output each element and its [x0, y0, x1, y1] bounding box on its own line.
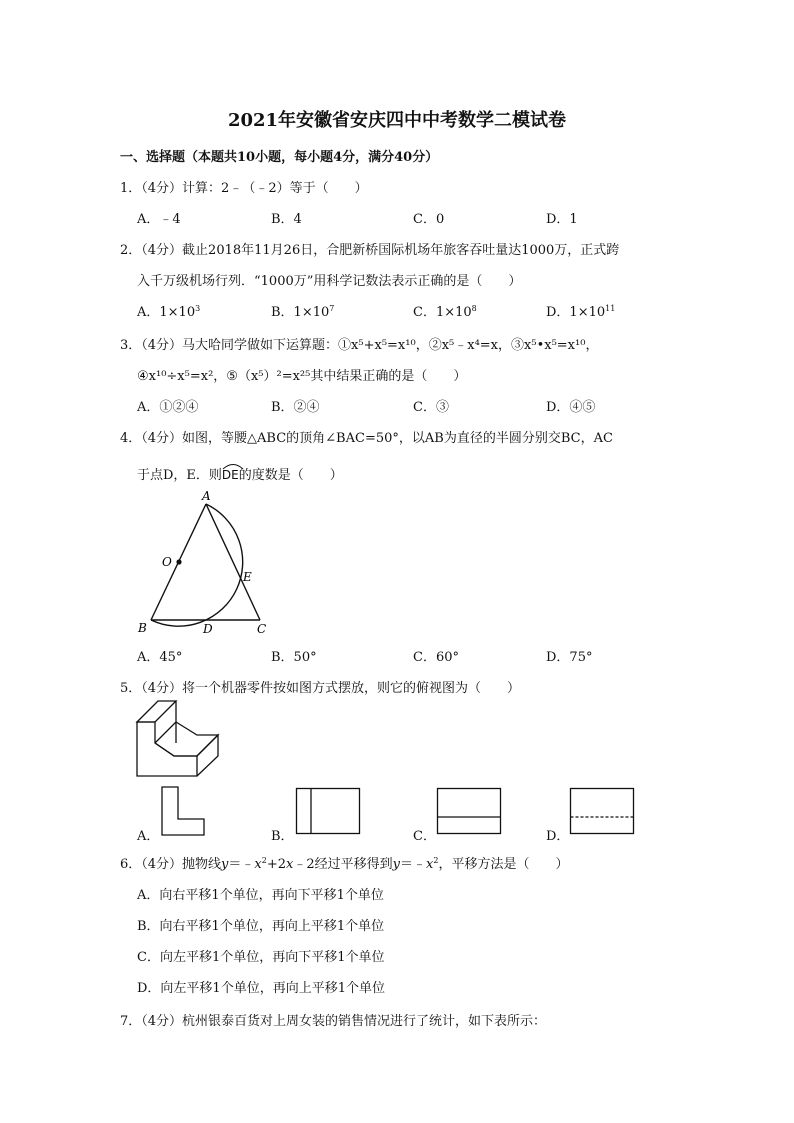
question-7: 7．（4分）杭州银泰百货对上周女装的销售情况进行了统计，如下表所示： — [120, 1014, 547, 1029]
q2-option-a[interactable]: A．$1\times 10^3$ — [137, 304, 201, 320]
q4-option-a[interactable]: A．45° — [137, 650, 183, 665]
q5-option-d[interactable]: D． — [546, 829, 570, 844]
question-3-line-2: ④x¹⁰÷x⁵=x²，⑤（x⁵）²=x²⁵其中结果正确的是（ ） — [137, 369, 467, 384]
page-title: 2021年安徽省安庆四中中考数学二模试卷 — [227, 110, 567, 131]
label-e: E — [243, 570, 252, 584]
q6-option-b[interactable]: B．向右平移1个单位，再向上平移1个单位 — [137, 919, 385, 934]
question-6: 6．（4分）抛物线$y=﹣x^2+2x﹣2$经过平移得到$y=﹣x^2$，平移方法是（ ） — [120, 856, 569, 872]
q3-option-c[interactable]: C．③ — [413, 400, 449, 415]
q1-option-a[interactable]: A．﹣4 — [137, 212, 181, 227]
l-shape-view-icon — [159, 785, 207, 837]
section-heading: 一、选择题（本题共10小题，每小题4分，满分40分） — [120, 150, 439, 165]
q6-option-d[interactable]: D．向左平移1个单位，再向上平移1个单位 — [137, 981, 385, 996]
arc-de-label: DE — [222, 468, 239, 482]
label-c: C — [257, 622, 267, 636]
q1-option-b[interactable]: B．4 — [271, 212, 302, 227]
question-1: 1．（4分）计算：2﹣（﹣2）等于（ ） — [120, 181, 368, 196]
label-a: A — [202, 489, 211, 503]
q5-option-a[interactable]: A． — [137, 829, 160, 844]
question-2-line-1: 2．（4分）截止2018年11月26日，合肥新桥国际机场年旅客吞吐量达1000万，正式跨 — [120, 243, 620, 258]
triangle-semicircle-figure — [130, 488, 280, 638]
question-5: 5．（4分）将一个机器零件按如图方式摆放，则它的俯视图为（ ） — [120, 681, 521, 696]
q4-option-c[interactable]: C．60° — [413, 650, 459, 665]
arc-symbol-icon — [221, 462, 245, 470]
question-4-line-1: 4．（4分）如图，等腰△ABC的顶角∠BAC=50°，以AB为直径的半圆分别交BC，AC — [120, 431, 613, 446]
q1-option-d[interactable]: D．1 — [546, 212, 578, 227]
label-o: O — [162, 555, 172, 569]
q5-option-c[interactable]: C． — [413, 829, 436, 844]
rect-dashed-line-view-icon — [569, 787, 635, 835]
q2-option-c[interactable]: C．$1\times 10^8$ — [413, 304, 477, 320]
label-b: B — [138, 621, 147, 635]
center-point-o — [176, 559, 181, 564]
question-4-line-2: 于点D，E．则 DE的度数是（ ） — [137, 464, 343, 483]
label-d: D — [203, 622, 213, 636]
q4-option-d[interactable]: D．75° — [546, 650, 593, 665]
q4-option-b[interactable]: B．50° — [271, 650, 317, 665]
rect-vertical-line-view-icon — [295, 787, 361, 835]
question-2-line-2: 入千万级机场行列．“1000万”用科学记数法表示正确的是（ ） — [137, 274, 522, 289]
question-3-line-1: 3．（4分）马大哈同学做如下运算题：①x⁵+x⁵=x¹⁰，②x⁵﹣x⁴=x，③x⁵•x⁵=x¹⁰， — [120, 338, 599, 353]
q3-option-d[interactable]: D．④⑤ — [546, 400, 596, 415]
rect-solid-line-view-icon — [436, 787, 502, 835]
q2-option-d[interactable]: D．$1\times 10^{11}$ — [546, 304, 616, 320]
machine-part-3d-figure — [134, 698, 224, 780]
q6-option-a[interactable]: A．向右平移1个单位，再向下平移1个单位 — [137, 888, 384, 903]
q6-option-c[interactable]: C．向左平移1个单位，再向下平移1个单位 — [137, 950, 385, 965]
q5-option-b[interactable]: B． — [271, 829, 294, 844]
q1-option-c[interactable]: C．0 — [413, 212, 445, 227]
q3-option-a[interactable]: A．①②④ — [137, 400, 199, 415]
q2-option-b[interactable]: B．$1\times 10^7$ — [271, 304, 335, 320]
q3-option-b[interactable]: B．②④ — [271, 400, 320, 415]
